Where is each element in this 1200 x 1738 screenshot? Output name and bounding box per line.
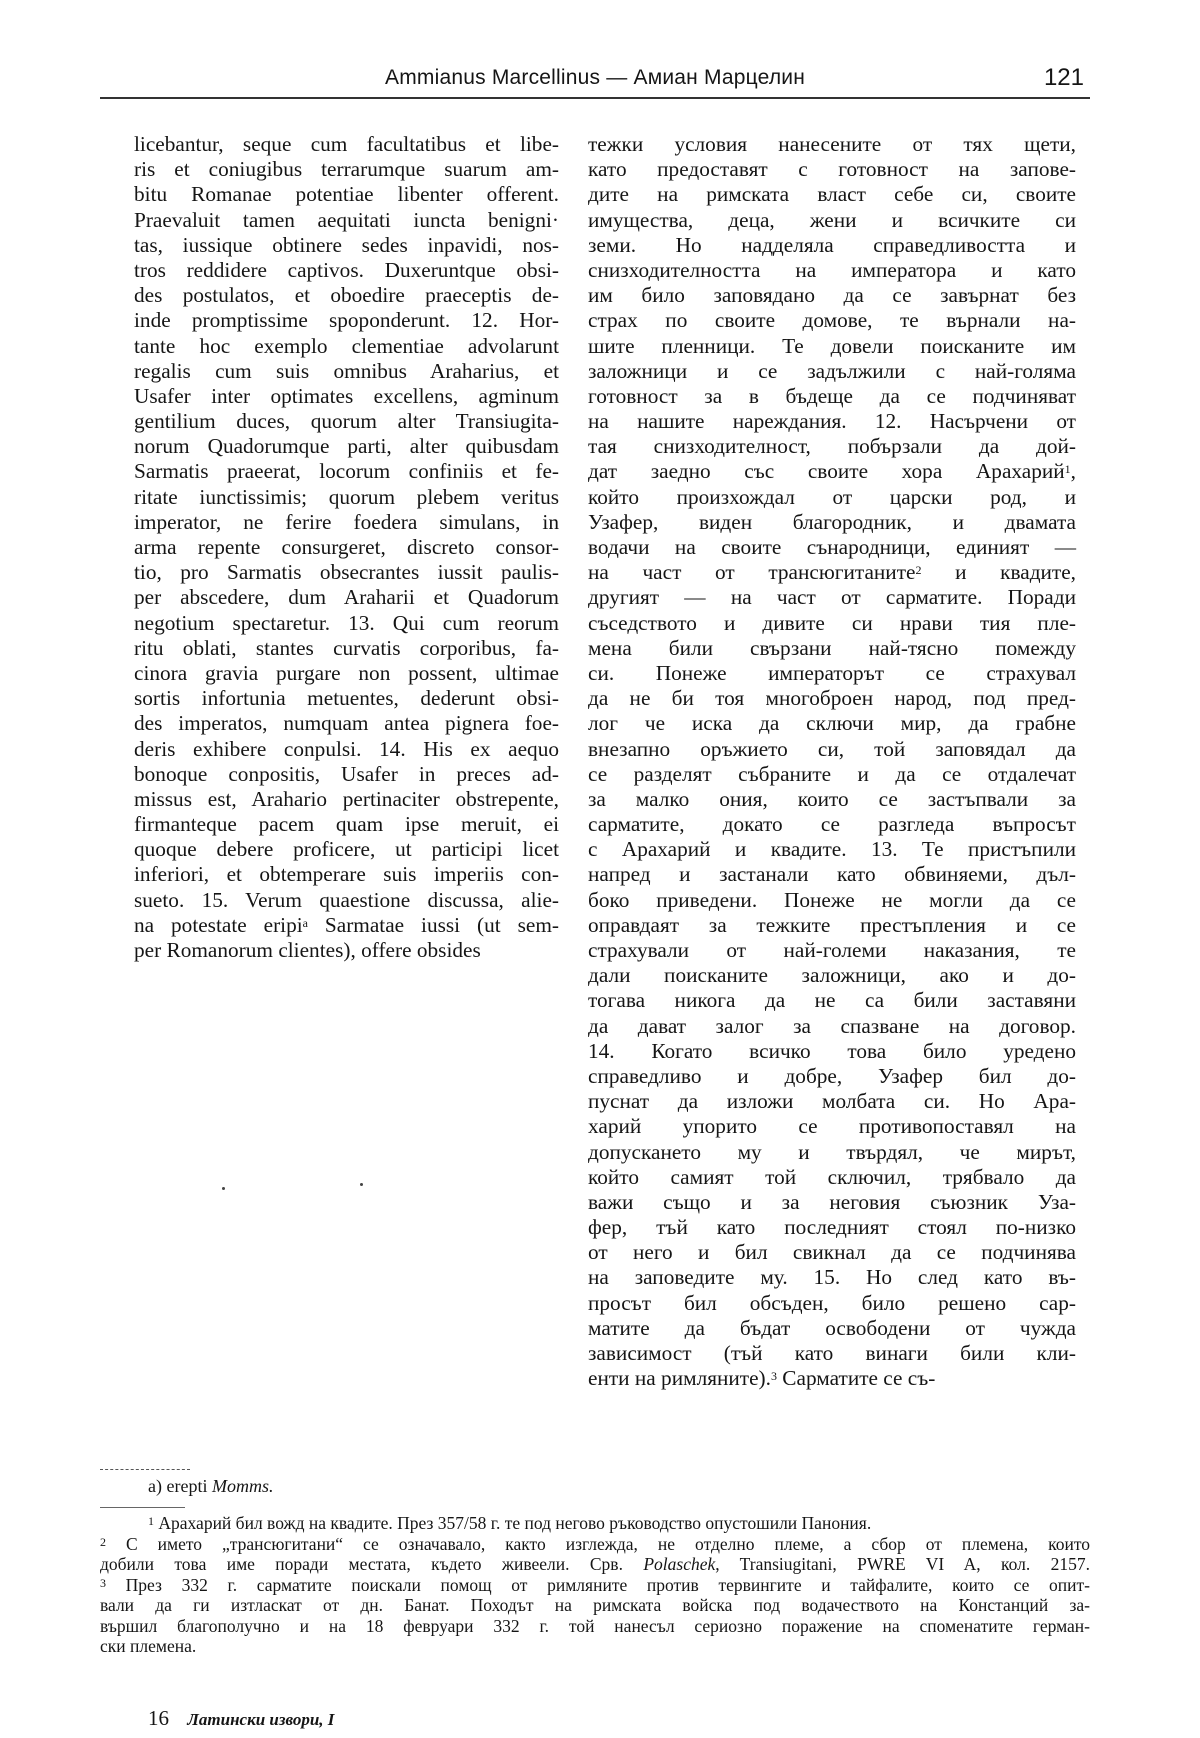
text-line: внезапно оръжието си, той заповядал да xyxy=(588,736,1076,761)
footnote-rule xyxy=(100,1507,185,1508)
text-line: справедливо и добре, Узафер бил до- xyxy=(588,1063,1076,1088)
text-line: си. Понеже императорът се страхувал xyxy=(588,660,1076,685)
print-speck xyxy=(360,1183,363,1186)
bulgarian-text-column xyxy=(588,132,1076,1391)
text-segment: на част от трансюгитаните xyxy=(588,560,916,585)
text-line: norum Quadorumque parti, alter quibusdam xyxy=(134,434,559,459)
text-line: имущества, деца, жени и всичките си xyxy=(588,207,1076,232)
footnote-text: През 332 г. сарматите поискали помощ от римляните против тервингите и тайфалите, които се опит- xyxy=(125,1574,1091,1595)
text-line: да дават залог за спазване на договор. xyxy=(588,1013,1076,1038)
footnote-ref-3[interactable]: 3 xyxy=(770,1369,777,1384)
text-line: допускането му и твърдял, че мирът, xyxy=(588,1139,1076,1164)
text-line: на нашите нареждания. 12. Насърчени от xyxy=(588,409,1076,434)
footnote-mark: 1 xyxy=(148,1514,154,1528)
text-line: който самият той сключил, трябвало да xyxy=(588,1164,1076,1189)
footnotes xyxy=(100,1513,1090,1657)
text-line: с Арахарий и квадите. 13. Те пристъпили xyxy=(588,837,1076,862)
text-line: tros reddidere captivos. Duxeruntque obsi- xyxy=(134,257,559,282)
text-line: tas, iussique obtinere sedes inpavidi, nos- xyxy=(134,232,559,257)
text-line: пуснат да изложи молбата си. Но Ара- xyxy=(588,1089,1076,1114)
text-line: фер, тъй като последният стоял по-низко xyxy=(588,1215,1076,1240)
text-line: bitu Romanae potentiae libenter offerent. xyxy=(134,182,559,207)
text-line: за малко ония, които се застъпвали за xyxy=(588,786,1076,811)
text-line: зависимост (тъй като винаги били кли- xyxy=(588,1341,1076,1365)
text-line: regalis cum suis omnibus Araharius, et xyxy=(134,358,559,383)
text-line: Usafer inter optimates excellens, agminum xyxy=(134,383,559,408)
footnote-text: добили това име поради местата, където живеели. Срв. xyxy=(100,1554,644,1574)
text-line-with-apparatus-mark xyxy=(134,913,559,938)
footnote-3-cont: вали да ги изтласкат от дн. Банат. Походът на римската войска под водачеството на Констанций за- xyxy=(100,1595,1090,1615)
text-line: сарматите, докато се разгледа въпросът xyxy=(588,812,1076,837)
print-speck xyxy=(222,1187,225,1190)
text-line: на заповедите му. 15. Но след като въ- xyxy=(588,1265,1076,1290)
footnote-text: , Transiugitani, PWRE VI A, кол. 2157. xyxy=(715,1554,1090,1574)
text-line: готовност за в бъдеще да се подчиняват xyxy=(588,383,1076,408)
footnote-2 xyxy=(100,1534,1090,1555)
text-line: земи. Но надделяла справедливостта и xyxy=(588,232,1076,257)
text-line: харий упорито се противопоставял на xyxy=(588,1114,1076,1139)
footnote-3 xyxy=(100,1575,1090,1596)
footnote-ref-1[interactable]: 1 xyxy=(1064,462,1071,477)
text-line: des imperatos, numquam antea pignera foe- xyxy=(134,711,559,736)
text-segment: енти на римляните). xyxy=(588,1366,771,1391)
text-segment: дат заедно със своите хора Арахарий xyxy=(588,459,1065,484)
text-line: важи също и за неговия съюзник Уза- xyxy=(588,1189,1076,1214)
text-line: des postulatos, et oboedire praeceptis de- xyxy=(134,283,559,308)
text-line: заложници и се задължили с най-голяма xyxy=(588,358,1076,383)
text-line: quoque debere proficere, ut participi licet xyxy=(134,837,559,862)
apparatus-source: Momms. xyxy=(211,1476,274,1496)
text-line: тогава никога да не са били заставяни xyxy=(588,988,1076,1013)
text-segment: и квадите, xyxy=(921,560,1077,585)
text-line: лог че иска да сключи мир, да грабне xyxy=(588,711,1076,736)
text-line: тая снизходителност, побързали да дой- xyxy=(588,434,1076,459)
text-line: водачи на своите сънародници, единият — xyxy=(588,535,1076,559)
text-line: ris et coniugibus terrarumque suarum am- xyxy=(134,157,559,182)
text-line-with-footnote-ref xyxy=(588,459,1076,484)
running-head-title: Ammianus Marcellinus — Амиан Марцелин xyxy=(384,66,806,89)
text-line: licebantur, seque cum facultatibus et libe- xyxy=(134,132,559,156)
text-line: оправдаят за тежките престъпления и се xyxy=(588,912,1076,937)
apparatus-mark: a xyxy=(302,915,308,930)
footnote-author: Polaschek xyxy=(643,1554,716,1574)
text-line: inferiori, et obtemperare suis imperiis con- xyxy=(134,862,559,887)
text-line: tio, pro Sarmatis obsecrantes iussit paulis- xyxy=(134,560,559,585)
signature-text: Латински извори, I xyxy=(187,1710,335,1729)
text-line: шите пленници. Те довели поисканите им xyxy=(588,333,1076,358)
text-line: Sarmatis praeerat, locorum confiniis et fe- xyxy=(134,459,559,484)
footnote-text: С името „трансюгитани“ се означавало, както изглежда, не отделно племе, а сбор от племена, които xyxy=(126,1533,1090,1554)
text-line: страхували от най-големи наказания, те xyxy=(588,938,1076,962)
text-line: им било заповядано да се завърнат без xyxy=(588,283,1076,308)
running-head xyxy=(100,62,1090,96)
text-line: gentilium duces, quorum alter Transiugita- xyxy=(134,409,559,434)
text-line: missus est, Arahario pertinaciter obstrepente, xyxy=(134,786,559,811)
text-line: другият — на част от сарматите. Поради xyxy=(588,585,1076,610)
text-line: матите да бъдат освободени от чужда xyxy=(588,1315,1076,1340)
footnote-3-cont: вършил благополучно и на 18 февруари 332 г. той нанесъл сериозно поражение на споменатите герман- xyxy=(100,1615,1090,1636)
footnote-1 xyxy=(100,1513,1090,1534)
footnote-text: Арахарий бил вожд на квадите. През 357/58 г. те под негово ръководство опустошили Панония. xyxy=(158,1513,872,1533)
text-line: като предоставят с готовност на запове- xyxy=(588,157,1076,182)
text-line: се разделят събраните и да се отдалечат xyxy=(588,761,1076,786)
text-line: bonoque conpositis, Usafer in preces ad- xyxy=(134,761,559,786)
text-line: firmanteque pacem quam ipse meruit, ei xyxy=(134,812,559,837)
text-line: дали поисканите заложници, ако и до- xyxy=(588,963,1076,988)
text-line: тежки условия нанесените от тях щети, xyxy=(588,132,1076,156)
text-line: снизходителността на императора и като xyxy=(588,257,1076,282)
text-line: ritu oblati, stantes curvatis corporibus, fa- xyxy=(134,635,559,660)
header-rule xyxy=(100,97,1090,99)
footnote-ref-2[interactable]: 2 xyxy=(915,563,922,578)
text-line: съседството и дивите си нрави тия пле- xyxy=(588,610,1076,635)
text-line: sortis infortunia metuentes, dederunt obsi- xyxy=(134,686,559,711)
text-line: tante hoc exemplo clementiae advolarunt xyxy=(134,333,559,358)
latin-text-column xyxy=(134,132,559,963)
printer-signature xyxy=(148,1706,334,1731)
text-line: inde promptissime spoponderunt. 12. Hor- xyxy=(134,308,559,333)
text-line: per Romanorum clientes), offere obsides xyxy=(134,938,481,962)
text-segment: Сарматите се съ- xyxy=(782,1366,936,1391)
text-line: мена били свързани най-тясно помежду xyxy=(588,635,1076,660)
text-line: Узафер, виден благородник, и двамата xyxy=(588,509,1076,534)
text-line: per abscedere, dum Araharii et Quadorum xyxy=(134,585,559,610)
page-number: 121 xyxy=(1043,64,1084,91)
text-line: ritate iunctissimis; quorum plebem veritus xyxy=(134,484,559,509)
text-segment: Sarmatae iussi (ut sem- xyxy=(307,912,559,937)
text-line-with-footnote-ref xyxy=(588,560,1076,585)
text-line: боко приведени. Понеже не могли да се xyxy=(588,887,1076,912)
footnote-mark: 2 xyxy=(100,1534,106,1549)
apparatus-label: a) erepti xyxy=(148,1476,208,1496)
text-line: 14. Когато всичко това било уредено xyxy=(588,1038,1076,1063)
text-line: който произхождал от царски род, и xyxy=(588,484,1076,509)
text-line: deris exhibere conpulsi. 14. His ex aequo xyxy=(134,736,559,761)
apparatus-note xyxy=(148,1476,273,1497)
text-line-with-footnote-ref xyxy=(588,1366,1076,1391)
text-segment: , xyxy=(1070,459,1076,484)
signature-number: 16 xyxy=(148,1706,169,1730)
text-line: страх по своите домове, те върнали на- xyxy=(588,308,1076,333)
text-line: Praevaluit tamen aequitati iuncta benigni· xyxy=(134,207,559,232)
apparatus-rule xyxy=(100,1469,190,1470)
text-line: sueto. 15. Verum quaestione discussa, alie- xyxy=(134,887,559,912)
footnote-2-cont xyxy=(100,1554,1090,1575)
text-line: от него и бил свикнал да се подчинява xyxy=(588,1240,1076,1265)
text-line: просът бил обсъден, било решено сар- xyxy=(588,1290,1076,1315)
footnote-3-cont: ски племена. xyxy=(100,1636,197,1656)
text-line: напред и застанали като обвиняеми, дъл- xyxy=(588,862,1076,887)
text-line: cinora gravia purgare non possent, ultimae xyxy=(134,660,559,685)
footnote-mark: 3 xyxy=(100,1575,106,1590)
text-line: да не би тоя многоброен народ, под пред- xyxy=(588,686,1076,711)
text-segment: na potestate eripi xyxy=(134,912,303,937)
text-line: дите на римската власт себе си, своите xyxy=(588,182,1076,207)
text-line: negotium spectaretur. 13. Qui cum reorum xyxy=(134,610,559,635)
text-line: imperator, ne ferire foedera simulans, in xyxy=(134,509,559,534)
text-line: arma repente consurgeret, discreto consor- xyxy=(134,535,559,559)
